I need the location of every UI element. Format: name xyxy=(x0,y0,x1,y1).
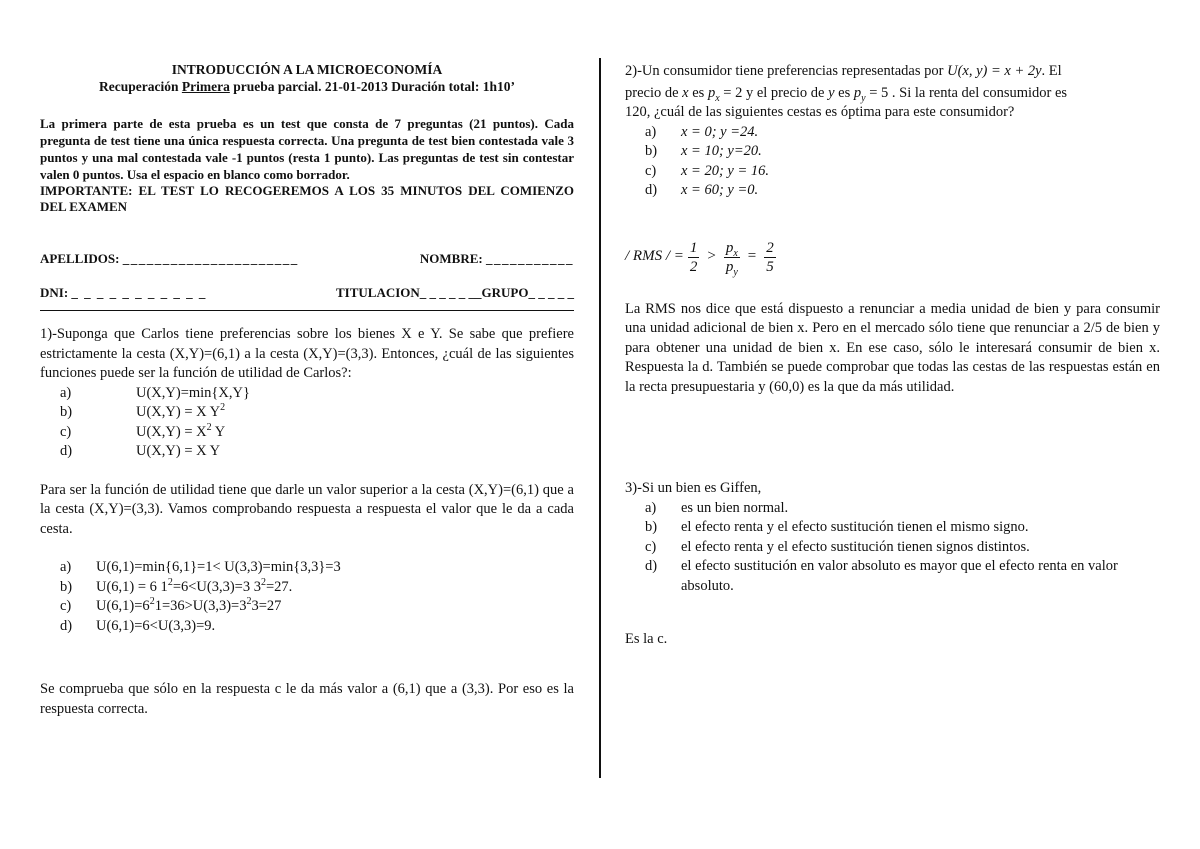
q1-check-d: d) U(6,1)=6<U(3,3)=9. xyxy=(60,617,216,634)
titulacion-label: TITULACION xyxy=(336,284,420,300)
q1-option-b: b) U(X,Y) = X $Y^2$ xyxy=(60,402,226,420)
apellidos-label: APELLIDOS: xyxy=(40,251,123,266)
q3-option-c: c) el efecto renta y el efecto sustitución tienen signos distintos. xyxy=(645,538,1030,555)
q1-question: 1)-Suponga que Carlos tiene preferencias sobre los bienes X e Y. Se sabe que prefiere estrictamente la cesta (X,Y)=(6,1) a la cesta (X,Y)=(3,3). Entonces, ¿cuál de las siguientes funciones puede ser la función de utilidad de Carlos?: xyxy=(40,326,574,381)
form-divider xyxy=(40,310,574,311)
right-column xyxy=(625,62,1160,650)
q1-options xyxy=(40,384,574,462)
nombre-field[interactable] xyxy=(420,249,574,269)
q1-checks xyxy=(40,558,574,636)
titulacion-blank: _ _ _ _ _ __ xyxy=(419,284,482,300)
instructions: La primera parte de esta prueba es un test que consta de 7 preguntas (21 puntos). Cada pregunta de test tiene una única respuesta correcta. Una pregunta de test bien contestada vale 3 puntos y una mal contestada vale -1 puntos (resta 1 punto). Las preguntas de test sin contestar valen 0 puntos. Usa el espacio en blanco como borrador. xyxy=(40,116,574,182)
q2-question-line1: 2)-Un consumidor tiene preferencias representadas por U(x, y) = x + 2y. El xyxy=(625,63,1062,79)
rms-label: / RMS / = xyxy=(625,248,684,265)
subtitle-underlined: Primera xyxy=(181,79,230,94)
q2-option-d: d) x = 60; y =0. xyxy=(645,182,759,198)
fraction-price-ratio: $\frac{p_x}{p_y}$ xyxy=(725,239,738,278)
q3-option-a: a) es un bien normal. xyxy=(645,499,789,516)
titulacion-grupo-field[interactable] xyxy=(336,283,574,303)
q1-option-c: c) $U(X,Y) = X^2$ Y xyxy=(60,421,226,440)
q2-option-b: b) x = 10; y=20. xyxy=(645,143,762,159)
nombre-blank: ___________ xyxy=(486,251,574,266)
grupo-blank: _ _ _ _ _ xyxy=(528,284,574,300)
q2-utility-function: U(x, y) = x + 2y xyxy=(947,63,1042,79)
subtitle-pre: Recuperación xyxy=(99,79,182,94)
q1-conclusion: Se comprueba que sólo en la respuesta c le da más valor a (6,1) que a (3,3). Por eso es la respuesta correcta. xyxy=(40,681,574,717)
dni-blank: _ _ _ _ _ _ _ _ _ _ _ xyxy=(71,284,207,300)
q1-check-b: b) U(6,1) = 6 $1^2=6<U(3,3)=3$ $3^2=27$. xyxy=(60,576,293,595)
q2-explanation: La RMS nos dice que está dispuesto a renunciar a media unidad de bien y para consumir una unidad adicional de bien x. Pero en el mercado sólo tiene que renunciar a 2/5 de bien y para obtener una unidad de bien x. En ese caso, sólo le interesará consumir de bien x. Respuesta la d. También se puede comprobar que todas las cestas de las respuestas están en la recta presupuestaria y (60,0) es la que da más utilidad. xyxy=(625,300,1160,395)
exam-subtitle xyxy=(40,78,574,95)
q3-option-b: b) el efecto renta y el efecto sustitución tienen el mismo signo. xyxy=(645,519,1029,535)
q2-question-line3: 120, ¿cuál de las siguientes cestas es óptima para este consumidor? xyxy=(625,104,1015,120)
rms-formula xyxy=(625,239,1160,276)
q2-option-a: a) x = 0; y =24. xyxy=(645,123,759,140)
form-row-names xyxy=(40,249,574,269)
apellidos-field[interactable] xyxy=(40,249,299,269)
exam-title: INTRODUCCIÓN A LA MICROECONOMÍA xyxy=(171,62,443,77)
column-divider xyxy=(599,58,601,778)
q1-explanation: Para ser la función de utilidad tiene que darle un valor superior a la cesta (X,Y)=(6,1) que a la cesta (X,Y)=(3,3). Vamos comprobando respuesta a respuesta el valor que le da a cada cesta. xyxy=(40,481,574,537)
q2-options xyxy=(625,123,1160,201)
nombre-label: NOMBRE: xyxy=(419,251,486,266)
q3-options xyxy=(625,499,1160,597)
dni-field[interactable] xyxy=(40,283,207,303)
important-note: IMPORTANTE: EL TEST LO RECOGEREMOS A LOS 35 MINUTOS DEL COMIENZO DEL EXAMEN xyxy=(40,183,574,214)
equals-sign: = xyxy=(747,248,757,265)
q1-check-c: c) $U(6,1)=6^21=36>U(3,3)=3^23=27$ xyxy=(60,596,282,614)
q3-answer: Es la c. xyxy=(625,631,668,647)
fraction-two-fifths: $\frac{2}{5}$ xyxy=(766,239,774,275)
subtitle-post: prueba parcial. 21-01-2013 Duración total: 1h10’ xyxy=(229,79,515,94)
q2-question-line2: precio de x es $p_x = 2$ y el precio de y es $p_y = 5$ . Si la renta del consumidor es xyxy=(625,84,1068,104)
form-row-ids xyxy=(40,283,574,303)
grupo-label: GRUPO xyxy=(481,284,529,300)
q1-check-a: a) U(6,1)=min{6,1}=1< U(3,3)=min{3,3}=3 xyxy=(60,559,341,575)
greater-than-sign: > xyxy=(707,248,716,265)
apellidos-blank: ______________________ xyxy=(122,251,299,266)
q2-option-c: c) x = 20; y = 16. xyxy=(645,162,770,179)
dni-label: DNI: xyxy=(40,284,72,300)
q1-option-d: d) U(X,Y) = X Y xyxy=(60,443,221,459)
fraction-one-half: $\frac{1}{2}$ xyxy=(689,239,698,275)
left-column xyxy=(40,56,574,719)
q1-option-a: a) U(X,Y)=min{X,Y} xyxy=(60,384,250,401)
q3-option-d: d) el efecto sustitución en valor absoluto es mayor que el efecto renta en valor absoluto. xyxy=(645,558,1118,594)
q3-question: 3)-Si un bien es Giffen, xyxy=(625,480,762,496)
